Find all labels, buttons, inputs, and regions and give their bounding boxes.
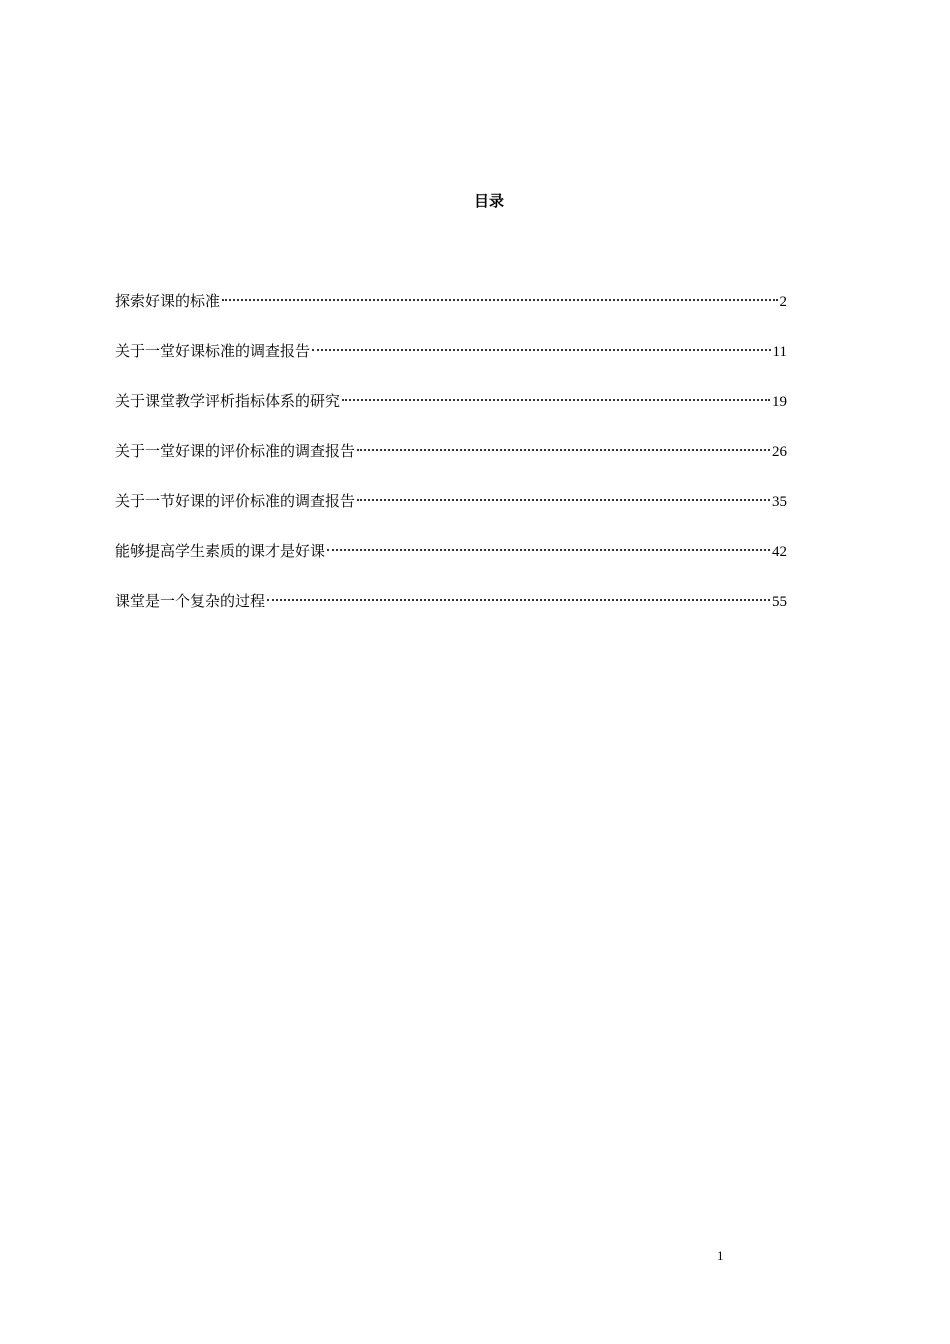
- toc-entry[interactable]: [115, 340, 787, 390]
- toc-entry[interactable]: [115, 290, 787, 340]
- toc-entry-title: 能够提高学生素质的课才是好课: [115, 542, 326, 560]
- dot-leader: [222, 299, 777, 301]
- dot-leader: [327, 549, 770, 551]
- toc-entry-page: 55: [772, 594, 787, 610]
- toc-entry-page: 35: [772, 494, 787, 510]
- toc-entry[interactable]: [115, 590, 787, 640]
- toc-entry-page: 2: [779, 294, 787, 310]
- toc-entry-page: 26: [772, 444, 787, 460]
- dot-leader: [267, 599, 770, 601]
- toc-entry[interactable]: [115, 540, 787, 590]
- table-of-contents: [115, 290, 787, 640]
- toc-entry-title: 关于课堂教学评析指标体系的研究: [115, 392, 341, 410]
- toc-entry-title: 探索好课的标准: [115, 292, 221, 310]
- toc-entry-page: 42: [772, 544, 787, 560]
- dot-leader: [342, 399, 770, 401]
- dot-leader: [357, 499, 770, 501]
- toc-entry-title: 关于一堂好课标准的调查报告: [115, 342, 311, 360]
- toc-entry[interactable]: [115, 390, 787, 440]
- toc-entry-page: 11: [772, 344, 787, 360]
- toc-entry[interactable]: [115, 490, 787, 540]
- page-number: 1: [717, 1248, 724, 1263]
- dot-leader: [357, 449, 770, 451]
- toc-heading: 目录: [473, 192, 504, 210]
- toc-entry-title: 关于一节好课的评价标准的调查报告: [115, 492, 356, 510]
- toc-entry-title: 关于一堂好课的评价标准的调查报告: [115, 442, 356, 460]
- toc-entry-page: 19: [772, 394, 787, 410]
- dot-leader: [312, 349, 771, 351]
- toc-entry-title: 课堂是一个复杂的过程: [115, 592, 266, 610]
- toc-entry[interactable]: [115, 440, 787, 490]
